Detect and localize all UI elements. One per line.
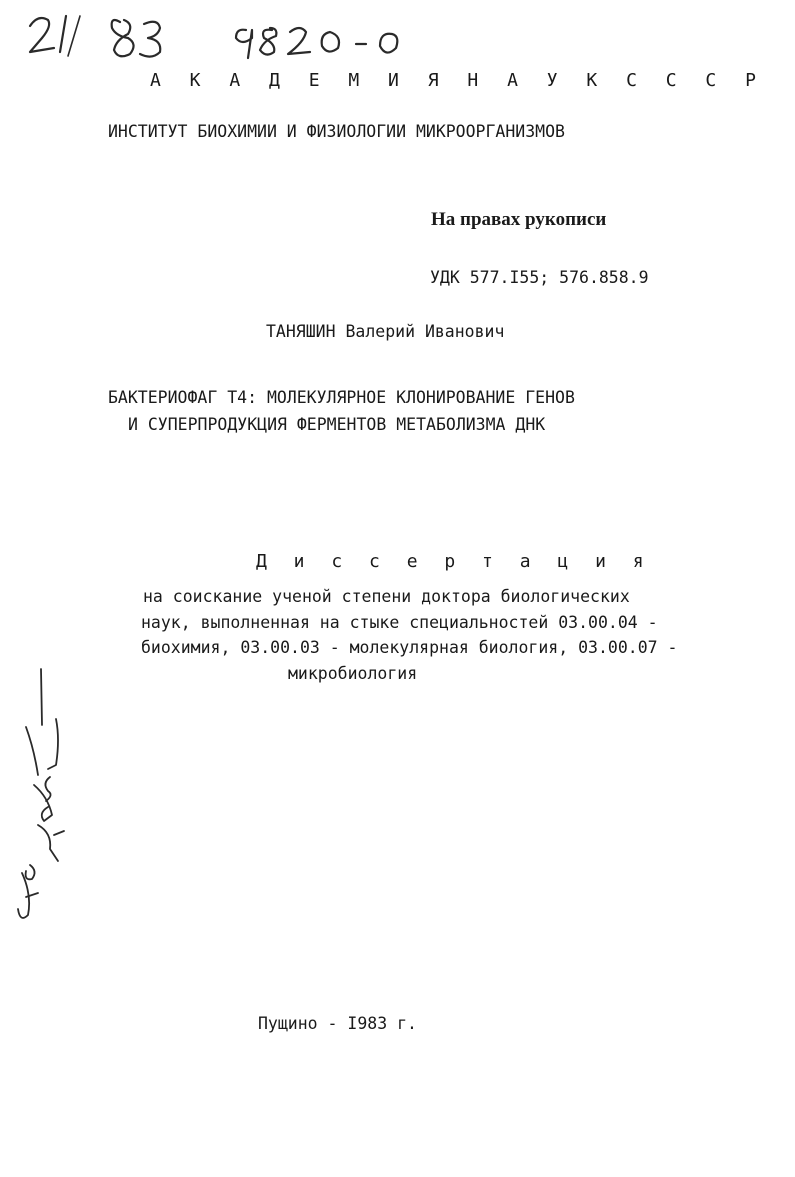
place-and-year: Пущино - I983 г. — [258, 1014, 417, 1033]
thesis-title-line-1: БАКТЕРИОФАГ Т4: МОЛЕКУЛЯРНОЕ КЛОНИРОВАНИЕ ГЕНОВ — [108, 388, 575, 407]
academy-name: А К А Д Е М И Я Н А У К С С С Р — [150, 70, 765, 91]
degree-description-line-1: на соискание ученой степени доктора биологических — [143, 587, 630, 606]
degree-description-line-4: микробиология — [288, 664, 418, 683]
signature — [8, 665, 68, 935]
dissertation-heading: Д и с с е р т а ц и я — [256, 551, 652, 572]
manuscript-rights-label: На правах рукописи — [431, 209, 607, 230]
thesis-title-line-2: И СУПЕРПРОДУКЦИЯ ФЕРМЕНТОВ МЕТАБОЛИЗМА ДНК — [128, 415, 546, 434]
author-name: ТАНЯШИН Валерий Иванович — [266, 322, 505, 341]
handwritten-note — [20, 8, 400, 68]
degree-description-line-3: биохимия, 03.00.03 - молекулярная биология, 03.00.07 - — [141, 638, 678, 657]
degree-description-line-2: наук, выполненная на стыке специальностей 03.00.04 - — [141, 613, 658, 632]
institute-name: ИНСТИТУТ БИОХИМИИ И ФИЗИОЛОГИИ МИКРООРГАНИЗМОВ — [108, 122, 565, 141]
udc-code: УДК 577.I55; 576.858.9 — [430, 268, 649, 287]
